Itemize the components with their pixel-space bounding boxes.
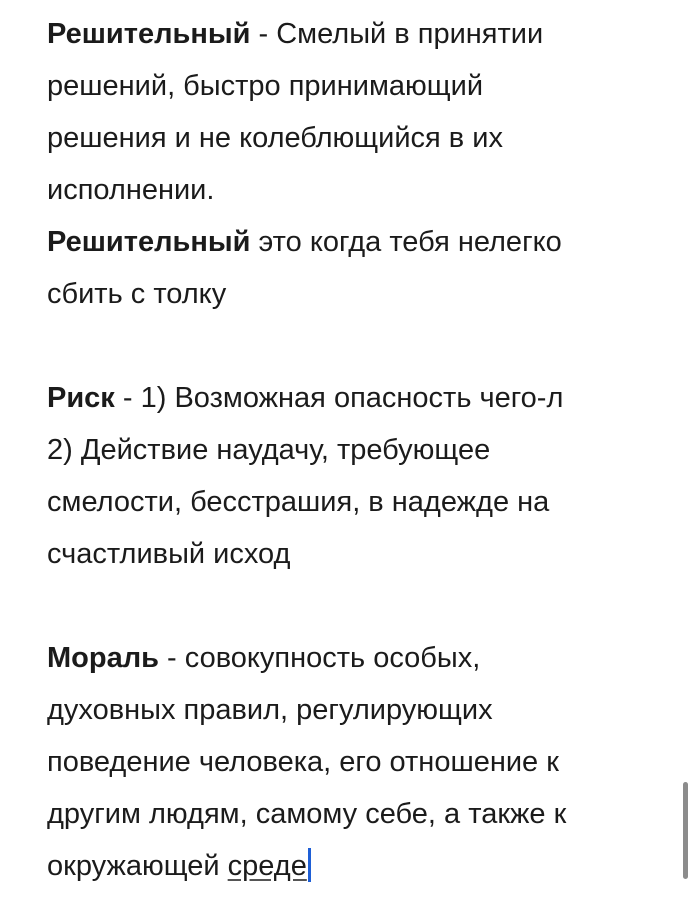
entry-4-line-4: другим людям, самому себе, а также к	[47, 798, 567, 830]
entry-4-line-2: духовных правил, регулирующих	[47, 694, 493, 726]
definition-text: это когда тебя нелегко	[258, 226, 562, 258]
scrollbar-thumb[interactable]	[683, 782, 688, 879]
entry-3-line-2: 2) Действие наудачу, требующее	[47, 434, 491, 466]
separator: -	[114, 382, 141, 414]
text-cursor	[308, 848, 311, 882]
term-risk: Риск	[47, 382, 115, 414]
term-moral: Мораль	[47, 642, 159, 674]
definition-text: окружающей	[47, 850, 228, 882]
entry-3-line-1	[47, 372, 677, 424]
definition-text: 1) Возможная опасность чего-л	[140, 382, 564, 414]
separator: -	[158, 642, 185, 674]
definition-text: Смелый в принятии	[276, 18, 544, 50]
entry-3-line-3: смелости, бесстрашия, в надежде на	[47, 486, 550, 518]
spellcheck-word[interactable]: среде	[227, 850, 307, 882]
text-editor[interactable]	[47, 8, 677, 892]
entry-2-line-1	[47, 216, 677, 268]
term-reshitelny: Решительный	[47, 18, 251, 50]
entry-4-line-3: поведение человека, его отношение к	[47, 746, 559, 778]
definition-text: совокупность особых,	[184, 642, 481, 674]
entry-1-line-2: решений, быстро принимающий	[47, 70, 484, 102]
entry-4-line-1	[47, 632, 677, 684]
entry-1-line-1	[47, 8, 677, 60]
entry-1-line-4: исполнении.	[47, 174, 215, 206]
entry-1-line-3: решения и не колеблющийся в их	[47, 122, 503, 154]
empty-line	[47, 320, 677, 372]
empty-line	[47, 580, 677, 632]
term-reshitelny-2: Решительный	[47, 226, 251, 258]
entry-4-line-5	[47, 840, 677, 892]
entry-2-line-2: сбить с толку	[47, 278, 227, 310]
entry-3-line-4: счастливый исход	[47, 538, 291, 570]
separator: -	[250, 18, 277, 50]
separator	[250, 226, 258, 258]
